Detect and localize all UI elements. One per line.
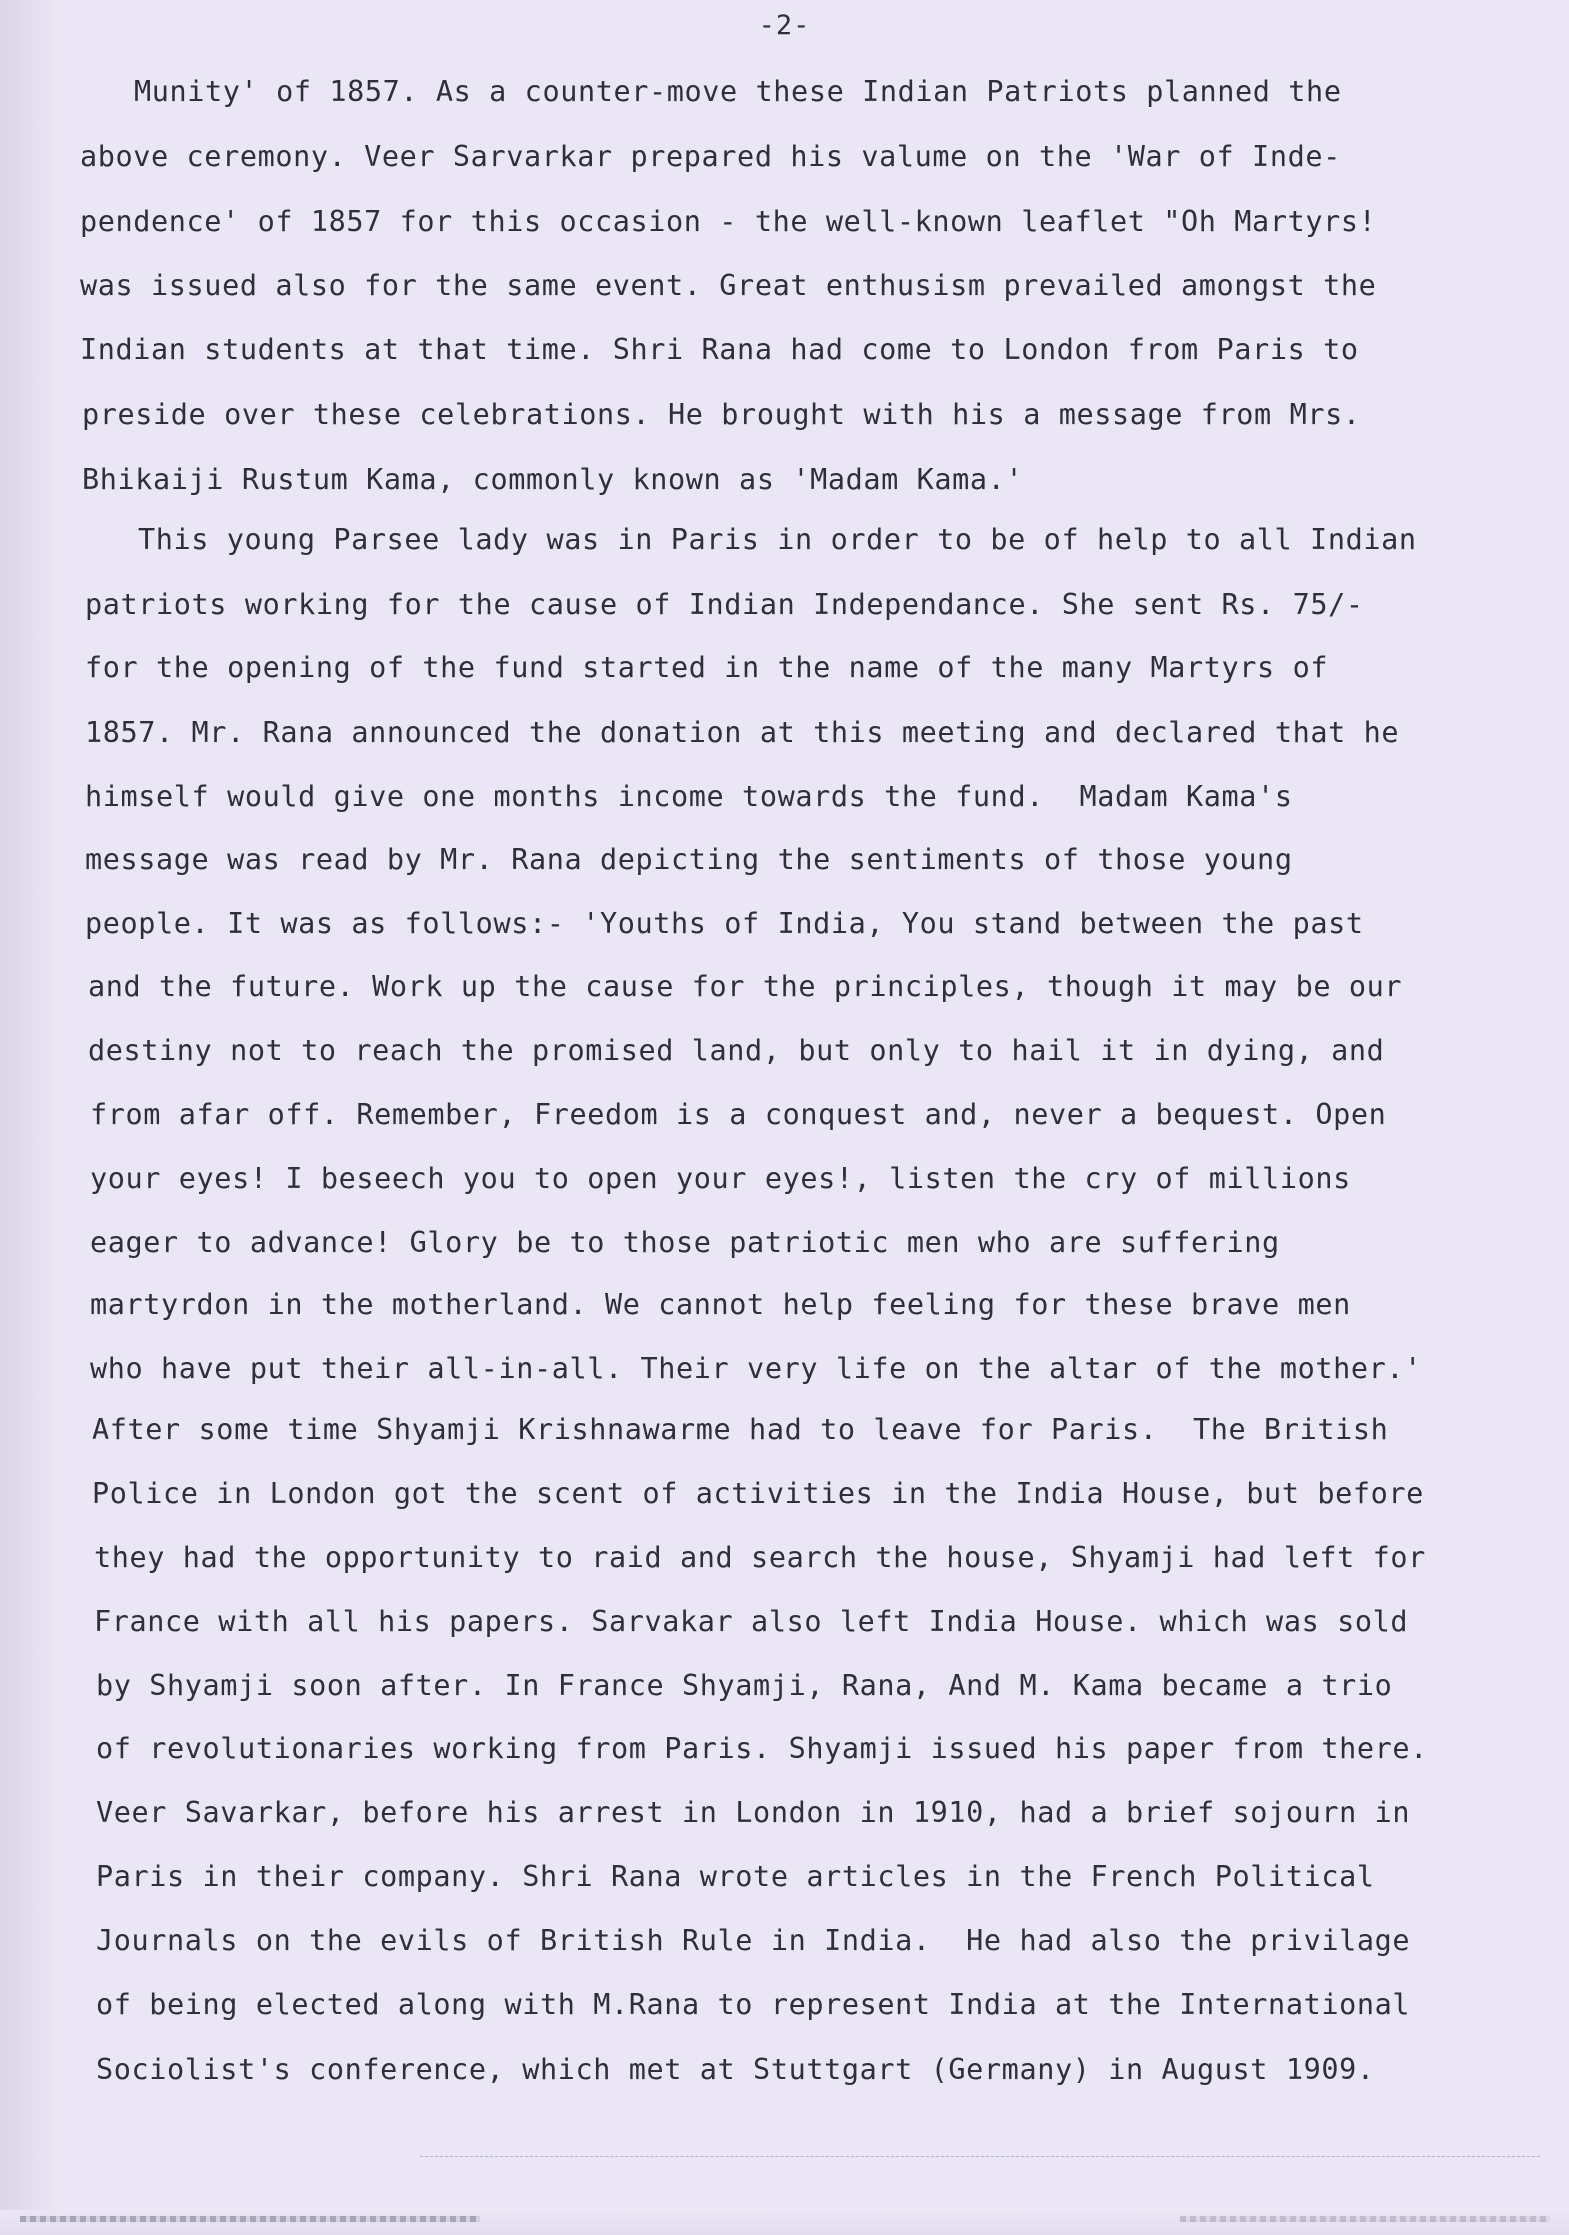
page-number: -2-: [758, 10, 811, 41]
bottom-rule: [420, 2156, 1540, 2157]
text-line: Sociolist's conference, which met at Stuttgart (Germany) in August 1909.: [96, 2053, 1375, 2086]
text-line: of revolutionaries working from Paris. Shyamji issued his paper from there.: [96, 1732, 1428, 1765]
text-line: they had the opportunity to raid and search the house, Shyamji had left for: [94, 1541, 1426, 1574]
text-line: preside over these celebrations. He brought with his a message from Mrs.: [82, 398, 1361, 431]
text-line: destiny not to reach the promised land, but only to hail it in dying, and: [88, 1034, 1385, 1067]
text-line: who have put their all-in-all. Their very life on the altar of the mother.': [90, 1352, 1422, 1385]
text-line: message was read by Mr. Rana depicting the sentiments of those young: [85, 843, 1293, 876]
text-line: After some time Shyamji Krishnawarme had to leave for Paris. The British: [92, 1413, 1389, 1446]
text-line: Indian students at that time. Shri Rana had come to London from Paris to: [80, 333, 1359, 366]
text-line: and the future. Work up the cause for the principles, though it may be our: [88, 970, 1403, 1003]
text-line: of being elected along with M.Rana to represent India at the International: [96, 1988, 1411, 2021]
scan-noise: [20, 2216, 480, 2222]
text-line: for the opening of the fund started in the name of the many Martyrs of: [85, 651, 1329, 684]
text-line: Police in London got the scent of activities in the India House, but before: [92, 1477, 1424, 1510]
text-line: martyrdon in the motherland. We cannot help feeling for these brave men: [90, 1288, 1351, 1321]
text-line: by Shyamji soon after. In France Shyamji, Rana, And M. Kama became a trio: [96, 1669, 1393, 1702]
text-line: Munity' of 1857. As a counter-move these Indian Patriots planned the: [134, 75, 1342, 108]
text-line: from afar off. Remember, Freedom is a conquest and, never a bequest. Open: [90, 1098, 1387, 1131]
text-line: your eyes! I beseech you to open your eyes!, listen the cry of millions: [90, 1162, 1351, 1195]
text-line: above ceremony. Veer Sarvarkar prepared his valume on the 'War of Inde-: [80, 140, 1341, 173]
text-line: people. It was as follows:- 'Youths of India, You stand between the past: [85, 907, 1364, 940]
text-line: France with all his papers. Sarvakar also left India House. which was sold: [94, 1605, 1409, 1638]
scan-bottom-strip: [0, 2210, 1569, 2235]
scan-noise: [1180, 2216, 1550, 2222]
text-line: This young Parsee lady was in Paris in order to be of help to all Indian: [138, 523, 1417, 556]
text-line: himself would give one months income towards the fund. Madam Kama's: [85, 780, 1293, 813]
text-line: Paris in their company. Shri Rana wrote articles in the French Political: [96, 1860, 1375, 1893]
text-line: Bhikaiji Rustum Kama, commonly known as 'Madam Kama.': [82, 463, 1024, 496]
text-line: Journals on the evils of British Rule in India. He had also the privilage: [96, 1924, 1411, 1957]
text-line: patriots working for the cause of Indian Independance. She sent Rs. 75/-: [85, 588, 1364, 621]
text-line: Veer Savarkar, before his arrest in London in 1910, had a brief sojourn in: [96, 1796, 1411, 1829]
text-line: eager to advance! Glory be to those patriotic men who are suffering: [90, 1226, 1280, 1259]
text-line: 1857. Mr. Rana announced the donation at this meeting and declared that he: [85, 716, 1400, 749]
text-line: pendence' of 1857 for this occasion - the well-known leaflet "Oh Martyrs!: [80, 205, 1377, 238]
scan-shadow-edge: [0, 0, 60, 2235]
text-line: was issued also for the same event. Great enthusism prevailed amongst the: [80, 269, 1377, 302]
